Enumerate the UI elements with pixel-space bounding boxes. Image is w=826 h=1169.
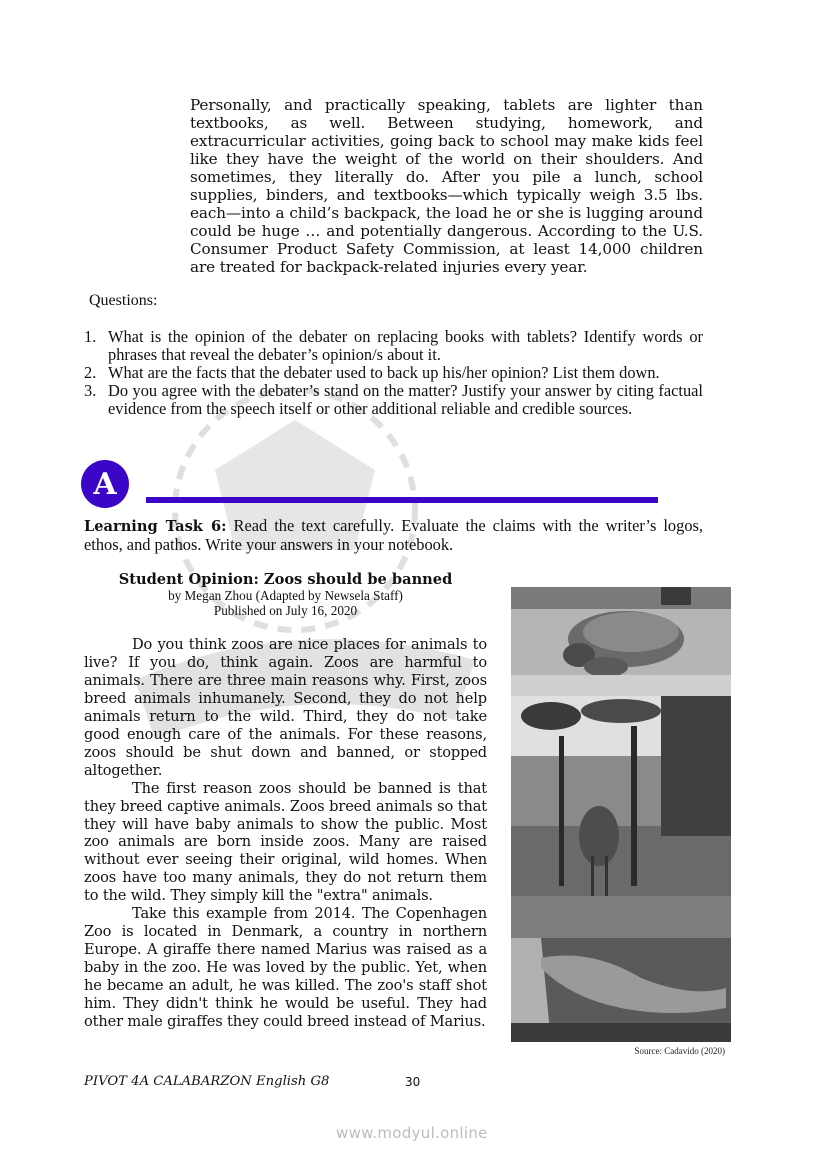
question-item <box>84 328 703 364</box>
article-byline: by Megan Zhou (Adapted by Newsela Staff) <box>168 588 403 603</box>
page-number: 30 <box>405 1075 421 1089</box>
article-paragraph: Take this example from 2014. The Copenhagen Zoo is located in Denmark, a country in northern Europe. A giraffe there named Marius was raised as a baby in the zoo. He was loved by the public. Yet, when he became an adult, he was killed. The zoo's staff shot him. They didn't think he would be useful. They had other male giraffes they could breed instead of Marius. <box>84 905 487 1031</box>
article-paragraph: The first reason zoos should be banned is that they breed captive animals. Zoos breed animals so that they will have baby animals to show the public. Most zoo animals are born inside zoos. Many are raised without ever seeing their original, wild homes. When zoos have too many animals, they do not return them to the wild. They simply kill the "extra" animals. <box>84 779 487 905</box>
intro-passage: Personally, and practically speaking, tablets are lighter than textbooks, as well. Between studying, homework, and extracurricular activities, going back to school may make kids feel like they have the weight of the world on their shoulders. And sometimes, they literally do. After you pile a lunch, school supplies, binders, and textbooks—which typically weigh 3.5 lbs. each—into a child’s backpack, the load he or she is lugging around could be huge … and potentially dangerous. According to the U.S. Consumer Product Safety Commission, at least 14,000 children are treated for backpack-related injuries every year. <box>190 96 703 276</box>
question-text: Do you agree with the debater’s stand on the matter? Justify your answer by citing factual evidence from the speech itself or other additional reliable and credible sources. <box>108 381 703 418</box>
learning-task-instructions: Read the text carefully. Evaluate the claims with the writer’s logos, ethos, and pathos. Write your answers in your notebook. <box>84 516 703 554</box>
questions-list <box>84 328 703 418</box>
question-text: What are the facts that the debater used to back up his/her opinion? List them down. <box>108 363 660 382</box>
section-divider-bar <box>146 497 658 503</box>
article-body <box>84 636 487 1031</box>
article-title: Student Opinion: Zoos should be banned <box>118 571 453 588</box>
learning-task-label: Learning Task 6: <box>84 518 227 535</box>
question-number: 1. <box>84 327 97 346</box>
website-link[interactable]: www.modyul.online <box>336 1124 488 1142</box>
questions-heading: Questions: <box>89 292 158 309</box>
tortoise-photo <box>511 587 731 696</box>
question-number: 3. <box>84 381 97 400</box>
footer-title: PIVOT 4A CALABARZON English G8 <box>84 1074 330 1089</box>
section-badge-icon <box>81 460 129 508</box>
giraffes-image-icon <box>511 696 731 938</box>
tortoise-image-icon <box>511 587 731 696</box>
crocodile-photo <box>511 938 731 1042</box>
question-text: What is the opinion of the debater on replacing books with tablets? Identify words or phrases that reveal the debater’s opinion/s about it. <box>108 327 703 364</box>
question-item <box>84 382 703 418</box>
article-date: Published on July 16, 2020 <box>213 603 358 618</box>
learning-task <box>84 517 703 554</box>
section-badge-letter: A <box>93 466 117 502</box>
photo-collage <box>511 587 731 1042</box>
question-item <box>84 364 703 382</box>
article-paragraph: Do you think zoos are nice places for animals to live? If you do, think again. Zoos are harmful to animals. There are three main reasons why. First, zoos breed animals inhumanely. Second, they do not help animals return to the wild. Third, they do not take good enough care of the animals. For these reasons, zoos should be shut down and banned, or stopped altogether. <box>84 636 487 779</box>
photo-caption: Source: Cadavido (2020) <box>634 1046 725 1056</box>
question-number: 2. <box>84 363 97 382</box>
giraffes-photo <box>511 696 731 938</box>
crocodile-image-icon <box>511 938 731 1042</box>
